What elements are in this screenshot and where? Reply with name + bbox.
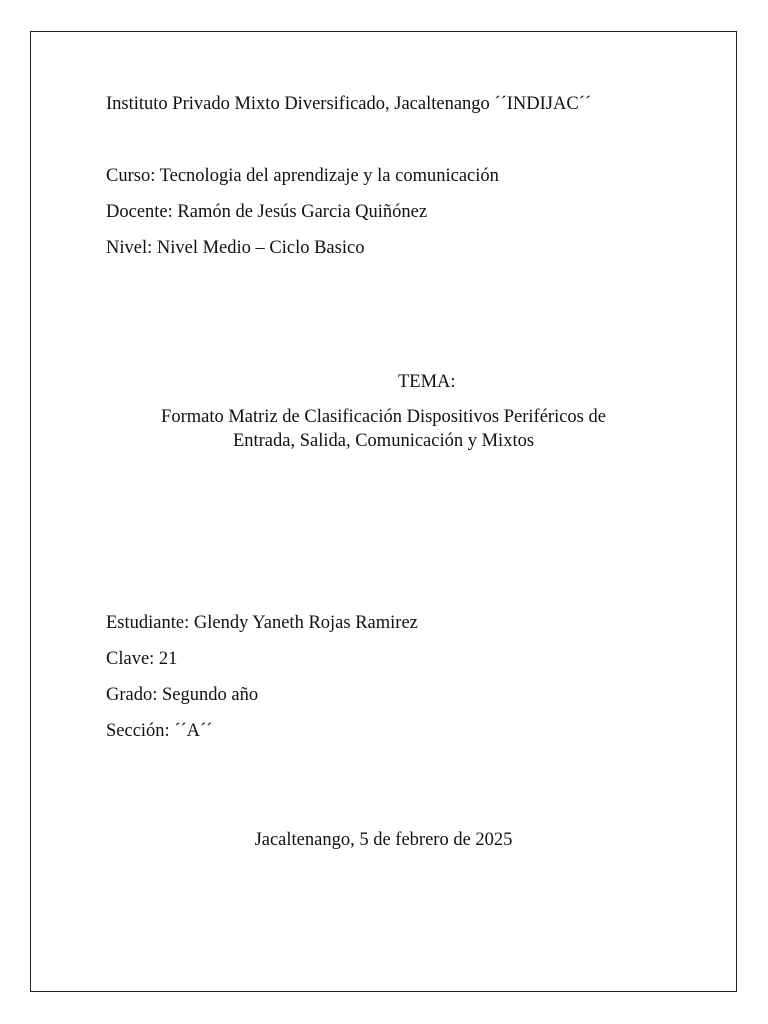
institution-name: Instituto Privado Mixto Diversificado, Jacaltenango ´´INDIJAC´´ bbox=[106, 94, 592, 114]
topic-label: TEMA: bbox=[398, 372, 456, 392]
topic-title-line1: Formato Matriz de Clasificación Dispositivos Periféricos de bbox=[161, 407, 606, 427]
topic-title bbox=[30, 403, 737, 455]
student-line: Estudiante: Glendy Yaneth Rojas Ramirez bbox=[106, 613, 418, 633]
course-line: Curso: Tecnologia del aprendizaje y la comunicación bbox=[106, 166, 499, 186]
grade-line: Grado: Segundo año bbox=[106, 685, 259, 705]
section-line: Sección: ´´A´´ bbox=[106, 721, 213, 741]
topic-title-line2: Entrada, Salida, Comunicación y Mixtos bbox=[232, 431, 535, 451]
teacher-line: Docente: Ramón de Jesús Garcia Quiñónez bbox=[106, 202, 428, 222]
place-date: Jacaltenango, 5 de febrero de 2025 bbox=[254, 830, 513, 850]
key-line: Clave: 21 bbox=[106, 649, 178, 669]
level-line: Nivel: Nivel Medio – Ciclo Basico bbox=[106, 238, 365, 258]
